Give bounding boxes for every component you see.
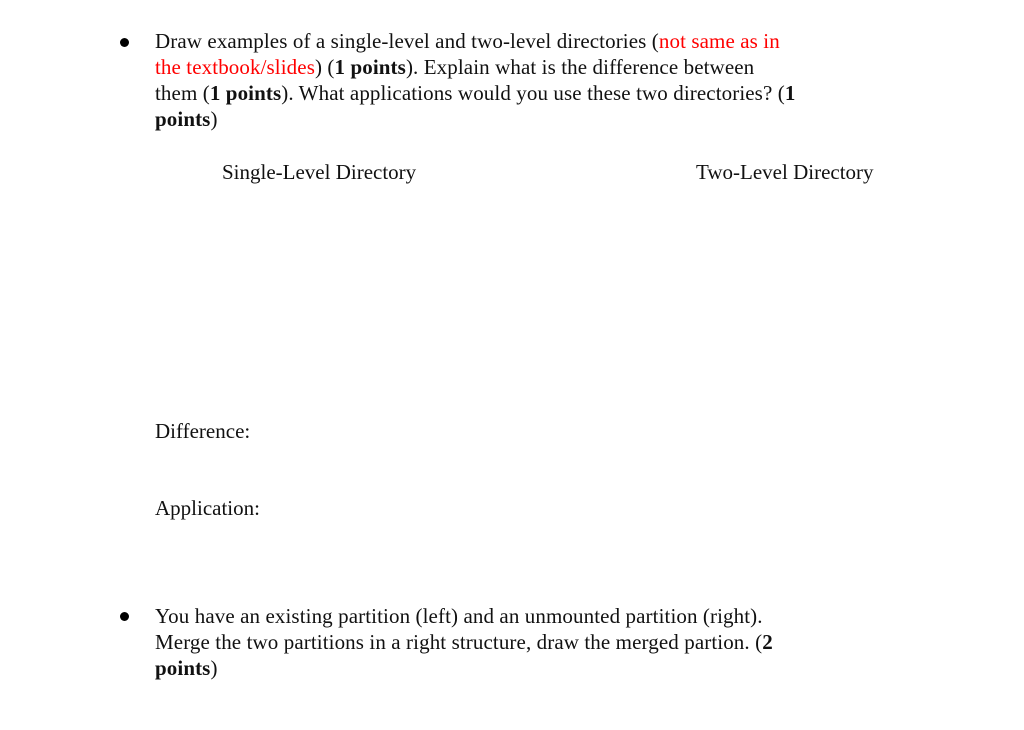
points: 1 points	[334, 55, 406, 79]
points: 2	[762, 630, 773, 654]
text: ). What applications would you use these two directories? (	[281, 81, 785, 105]
points: points	[155, 656, 211, 680]
text: )	[210, 656, 218, 680]
bullet-icon	[120, 38, 129, 47]
points: 1	[784, 81, 796, 105]
two-level-label: Two-Level Directory	[696, 160, 874, 184]
text: them (	[155, 81, 210, 105]
red-note: the textbook/slides	[155, 55, 315, 79]
question-2-text	[155, 603, 915, 681]
text: You have an existing partition (left) and an unmounted partition (right).	[155, 604, 763, 628]
question-1-text	[155, 28, 915, 132]
red-note: not same as in	[658, 29, 780, 53]
text: )	[210, 107, 218, 131]
bullet-icon	[120, 612, 129, 621]
single-level-label: Single-Level Directory	[222, 160, 417, 184]
text: Draw examples of a single-level and two-level directories (	[155, 29, 659, 53]
points: points	[155, 107, 211, 131]
text: ) (	[314, 55, 335, 79]
text: Merge the two partitions in a right structure, draw the merged partion. (	[155, 630, 763, 654]
difference-label: Difference:	[155, 419, 251, 443]
points: 1 points	[209, 81, 282, 105]
text: ). Explain what is the difference between	[405, 55, 755, 79]
application-label: Application:	[155, 496, 260, 520]
